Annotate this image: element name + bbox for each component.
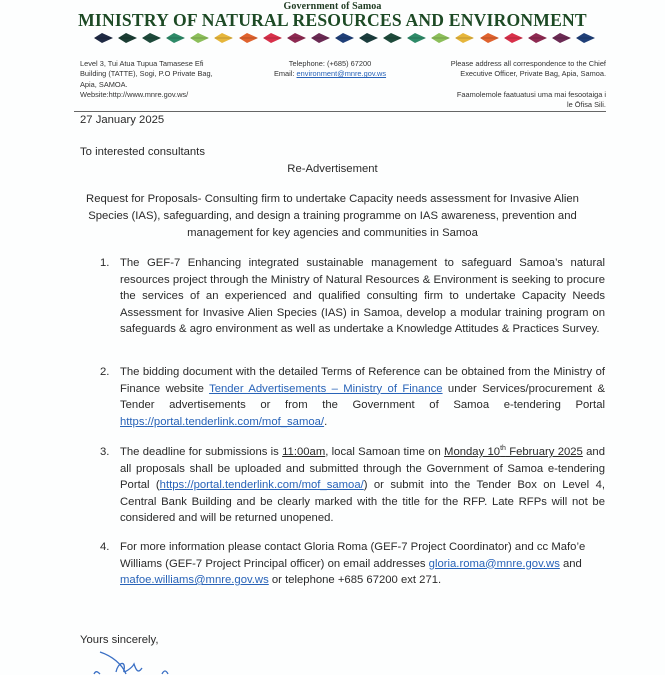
diamond-icon: [383, 33, 402, 43]
email-label: Email:: [273, 69, 297, 79]
tenderlink-portal-link[interactable]: https://portal.tenderlink.com/mof_samoa/: [120, 415, 325, 428]
text-segment: under Services/procurement & Tender advertisements or from the Government of Samoa e-tendering Portal: [120, 382, 605, 411]
header-divider: [74, 111, 606, 112]
diamond-icon: [480, 33, 499, 43]
list-item-1: [100, 255, 605, 338]
diamond-icon: [190, 33, 209, 43]
gloria-email-link[interactable]: gloria.roma@mnre.gov.ws: [428, 557, 560, 570]
closing: Yours sincerely,: [80, 634, 159, 646]
tenderlink-portal-link[interactable]: https://portal.tenderlink.com/mof_samoa/: [159, 479, 364, 491]
text-segment: The deadline for submissions is: [120, 446, 283, 458]
ministry-title: MINISTRY OF NATURAL RESOURCES AND ENVIRONMENT: [78, 10, 587, 30]
diamond-icon: [528, 33, 547, 43]
diamond-icon: [311, 33, 330, 43]
diamond-icon: [142, 33, 161, 43]
item-number: 4.: [100, 541, 110, 553]
item-number: 3.: [100, 446, 110, 458]
list-item-3: [100, 444, 605, 527]
correspondence-line: Faamolemole faatuatusi uma mai fesootaiga i: [456, 89, 606, 99]
item-number: 1.: [100, 257, 110, 269]
diamond-icon: [359, 33, 378, 43]
deadline-time: 11:00am: [282, 446, 326, 458]
text-segment: or telephone +685 67200 ext 271.: [268, 574, 442, 586]
item-text: [120, 364, 605, 430]
deadline-date: Monday 10th February 2025: [444, 445, 583, 458]
government-label: Government of Samoa: [283, 1, 382, 12]
item-text: The GEF-7 Enhancing integrated sustainable management to safeguard Samoa’s natural resources project through the Ministry of Natural Resources & Environment is seeking to procure the services of an experienced and qualified consulting firm to undertake Capacity Needs Assessment for Invasive Alien Species (IAS) in Samoa, develop a modular training program on safeguards & agro environment as well as undertake a Knowledge Attitudes & Practices Survey.: [120, 257, 605, 335]
text-segment: The bidding document with the detailed Terms of Reference can be obtained from the Ministry of Finance website: [120, 366, 605, 395]
diamond-icon: [335, 33, 354, 43]
text-segment: and: [559, 557, 582, 570]
correspondence-line: Executive Officer, Private Bag, Apia, Samoa.: [460, 69, 606, 79]
diamond-icon: [214, 33, 233, 43]
item-text: [120, 539, 605, 589]
recipient: To interested consultants: [80, 146, 205, 158]
address-line: Level 3, Tui Atua Tupua Tamasese Efi: [80, 59, 204, 68]
contact-block: [240, 59, 420, 80]
diamond-icon: [552, 33, 571, 43]
diamond-icon: [455, 33, 474, 43]
diamond-icon: [118, 33, 137, 43]
diamond-icon: [407, 33, 426, 43]
address-block: [80, 59, 240, 100]
text-segment: .: [324, 415, 328, 428]
diamond-icon: [166, 33, 185, 43]
text-segment: , local Samoan time on: [325, 446, 445, 458]
correspondence-block: [420, 59, 606, 110]
correspondence-line: Please address all correspondence to the Chief: [450, 59, 606, 68]
item-number: 2.: [100, 366, 110, 378]
text-segment: ) or submit into the Tender Box on Level 4, Central Bank Building and be clearly marked with the title for the RFP. Late RFPs will not be considered and will be returned unopened.: [120, 479, 606, 524]
letter-date: 27 January 2025: [80, 114, 165, 126]
signature-icon: [92, 650, 182, 675]
diamond-icon: [94, 33, 113, 43]
address-line: Building (TATTE), Sogi, P.O Private Bag,: [80, 69, 213, 79]
diamond-icon: [263, 33, 282, 43]
diamond-icon: [239, 33, 258, 43]
mafoe-email-link[interactable]: mafoe.williams@mnre.gov.ws: [120, 574, 269, 586]
telephone-text: Telephone: (+685) 67200: [288, 59, 372, 68]
address-line: Apia, SAMOA.: [80, 79, 128, 89]
correspondence-line: le Ōfisa Sili.: [566, 99, 606, 109]
item-text: [120, 444, 605, 527]
tender-advertisements-link[interactable]: Tender Advertisements – Ministry of Finance: [209, 382, 443, 395]
diamond-icon: [576, 33, 595, 43]
list-item-4: [100, 539, 605, 589]
heading: Re-Advertisement: [287, 163, 378, 175]
diamond-icon: [431, 33, 450, 43]
text-segment: For more information please contact Gloria Roma (GEF-7 Project Coordinator) and cc Mafo’e Williams (GEF-7 Project Principal officer) on email addresses: [120, 541, 586, 570]
diamond-icon: [504, 33, 523, 43]
list-item-2: [100, 364, 605, 430]
decorative-diamond-band: [94, 33, 595, 43]
email-link[interactable]: environment@mnre.gov.ws: [296, 69, 387, 79]
website-text: Website:http://www.mnre.gov.ws/: [80, 89, 189, 99]
text-segment: and all proposals shall be uploaded and submitted through the Government of Samoa e-tendering Portal (: [120, 446, 605, 491]
diamond-icon: [287, 33, 306, 43]
rfp-title: Request for Proposals- Consulting firm to undertake Capacity needs assessment for Invasive Alien Species (IAS), safeguarding, and design a training programme on IAS awareness, prevention and management for key agencies and communities in Samoa: [86, 193, 579, 239]
